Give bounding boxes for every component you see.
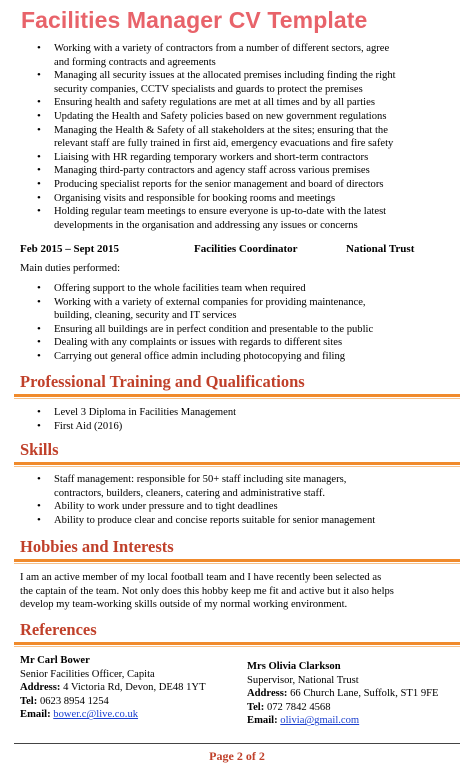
list-item: • Ensuring all buildings are in perfect condition and presentable to the public bbox=[0, 323, 448, 337]
reference-address bbox=[20, 681, 206, 695]
reference-address bbox=[247, 687, 438, 701]
paragraph-line: develop my team-working skills outside of my normal working environment. bbox=[20, 599, 348, 611]
section-divider bbox=[14, 462, 460, 465]
list-item: • Managing all security issues at the allocated premises including finding the right bbox=[0, 69, 448, 83]
job-header bbox=[20, 243, 460, 257]
footer-divider bbox=[14, 743, 460, 744]
skills-heading: Skills bbox=[20, 440, 59, 459]
training-heading: Professional Training and Qualifications bbox=[20, 372, 305, 391]
email-label: Email: bbox=[20, 709, 51, 721]
address-label: Address: bbox=[20, 682, 61, 694]
paragraph-line: I am an active member of my local football team and I have recently been selected as bbox=[20, 572, 382, 583]
list-item: • Ensuring health and safety regulations are met at all times and by all parties bbox=[0, 96, 448, 110]
list-item: • Carrying out general office admin including photocopying and filing bbox=[0, 350, 448, 364]
references-heading: References bbox=[20, 620, 97, 639]
tel-value: 072 7842 4568 bbox=[266, 701, 331, 713]
reference-tel bbox=[247, 701, 438, 715]
address-value: 66 Church Lane, Suffolk, ST1 9FE bbox=[290, 688, 439, 700]
job-role: Facilities Coordinator bbox=[194, 243, 298, 255]
list-item-continuation: building, cleaning, security and IT services bbox=[54, 310, 237, 322]
reference-name: Mr Carl Bower bbox=[20, 655, 90, 666]
reference-name: Mrs Olivia Clarkson bbox=[247, 661, 341, 672]
hobbies-paragraph bbox=[20, 571, 460, 612]
list-item: • Working with a variety of external companies for providing maintenance, bbox=[0, 296, 448, 310]
section-divider bbox=[14, 394, 460, 397]
list-item: • Liaising with HR regarding temporary workers and short-term contractors bbox=[0, 151, 448, 165]
job-duties-list bbox=[0, 282, 448, 364]
reference-email bbox=[247, 714, 438, 728]
list-item: • Producing specialist reports for the senior management and board of directors bbox=[0, 178, 448, 192]
list-item: • Level 3 Diploma in Facilities Management bbox=[0, 406, 448, 420]
hobbies-heading: Hobbies and Interests bbox=[20, 537, 174, 556]
list-item: • Working with a variety of contractors from a number of different sectors, agree bbox=[0, 42, 448, 56]
list-item: • Staff management: responsible for 50+ staff including site managers, bbox=[0, 473, 448, 487]
tel-label: Tel: bbox=[247, 701, 265, 713]
email-link[interactable]: bower.c@live.co.uk bbox=[53, 709, 139, 721]
list-item: • Offering support to the whole facilities team when required bbox=[0, 282, 448, 296]
reference-2 bbox=[247, 660, 438, 728]
email-link[interactable]: olivia@gmail.com bbox=[280, 715, 360, 727]
address-label: Address: bbox=[247, 688, 288, 700]
previous-duties-list bbox=[0, 42, 448, 232]
paragraph-line: the captain of the team. Not only does this hobby keep me fit and active but it also helps bbox=[20, 585, 394, 597]
job-employer: National Trust bbox=[346, 243, 415, 255]
list-item: • Ability to produce clear and concise reports suitable for senior management bbox=[0, 514, 448, 528]
list-item: • Updating the Health and Safety policies based on new government regulations bbox=[0, 110, 448, 124]
list-item-continuation: developments in the organisation and addressing any issues or concerns bbox=[54, 219, 358, 231]
reference-position: Senior Facilities Officer, Capita bbox=[20, 668, 155, 680]
tel-label: Tel: bbox=[20, 695, 38, 707]
list-item-continuation: contractors, builders, cleaners, catering and administrative staff. bbox=[54, 487, 326, 499]
list-item: • Managing third-party contractors and agency staff across various premises bbox=[0, 164, 448, 178]
training-list bbox=[0, 406, 448, 433]
section-divider bbox=[14, 559, 460, 562]
list-item-continuation: and forming contracts and agreements bbox=[54, 56, 216, 68]
list-item: • First Aid (2016) bbox=[0, 420, 448, 434]
list-item: • Holding regular team meetings to ensure everyone is up-to-date with the latest bbox=[0, 205, 448, 219]
section-divider bbox=[14, 642, 460, 645]
email-label: Email: bbox=[247, 715, 278, 727]
page-number: Page 2 of 2 bbox=[209, 749, 265, 763]
job-dates: Feb 2015 – Sept 2015 bbox=[20, 243, 119, 255]
reference-position: Supervisor, National Trust bbox=[247, 674, 359, 686]
list-item: • Managing the Health & Safety of all stakeholders at the sites; ensuring that the bbox=[0, 124, 448, 138]
list-item: • Ability to work under pressure and to tight deadlines bbox=[0, 500, 448, 514]
list-item-continuation: relevant staff are fully trained in first aid, emergency evacuations and fire safety bbox=[54, 138, 394, 150]
reference-tel bbox=[20, 695, 206, 709]
reference-email bbox=[20, 708, 206, 722]
address-value: 4 Victoria Rd, Devon, DE48 1YT bbox=[63, 682, 206, 694]
page-title: Facilities Manager CV Template bbox=[21, 7, 368, 33]
list-item: • Dealing with any complaints or issues with regards to different sites bbox=[0, 336, 448, 350]
list-item-continuation: security companies, CCTV specialists and guards to protect the premises bbox=[54, 83, 363, 95]
skills-list bbox=[0, 473, 448, 527]
tel-value: 0623 8954 1254 bbox=[39, 695, 109, 707]
reference-1 bbox=[20, 654, 206, 722]
list-item: • Organising visits and responsible for booking rooms and meetings bbox=[0, 192, 448, 206]
duties-label: Main duties performed: bbox=[20, 263, 121, 274]
